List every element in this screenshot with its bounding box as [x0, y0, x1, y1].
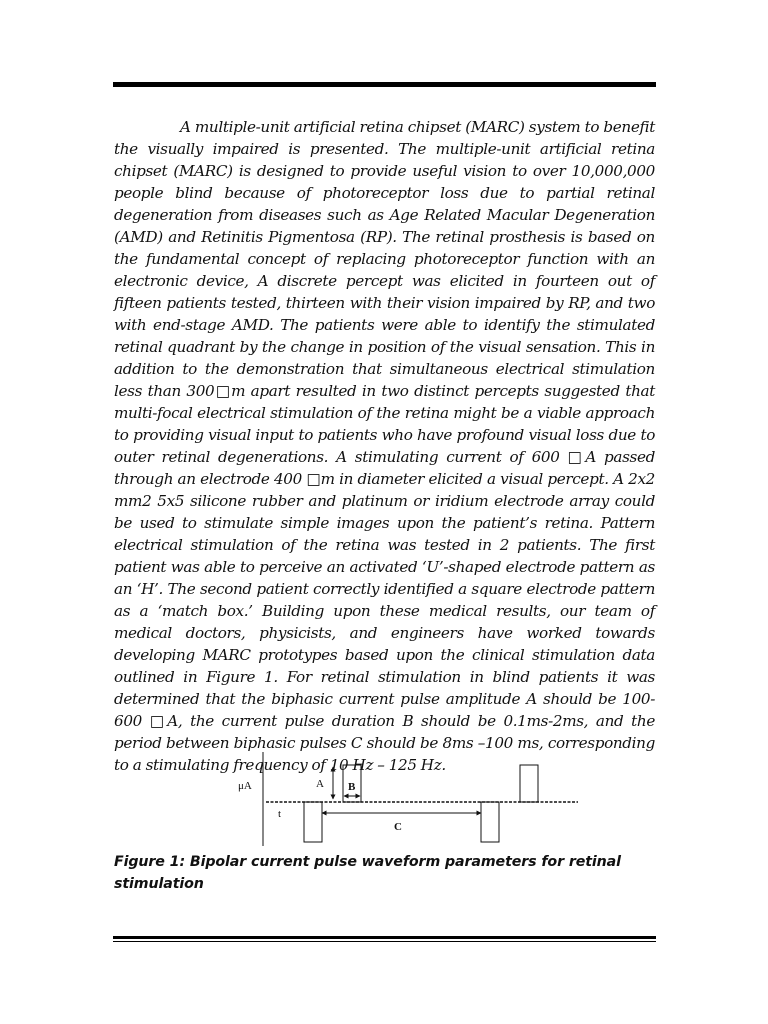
waveform-diagram [230, 750, 590, 846]
negative-pulse-2 [481, 802, 499, 842]
time-label: t [278, 808, 282, 820]
duration-label: B [348, 781, 356, 793]
bottom-rule-thick [113, 936, 656, 939]
figure-caption: Figure 1: Bipolar current pulse waveform parameters for retinal stimulation [114, 854, 621, 892]
y-axis-label: μA [238, 780, 252, 792]
bottom-rule-thin [113, 941, 656, 942]
positive-pulse-2 [520, 765, 538, 802]
waveform-figure [230, 750, 590, 846]
body-paragraph: A multiple-unit artificial retina chipset (MARC) system to benefit the visually impaired is presented. The multiple-unit artificial retina chipset (MARC) is designed to provide useful vision to over 10,000,000 people blind because of photoreceptor loss due to partial retinal degeneration from diseases such as Age Related Macular Degeneration (AMD) and Retinitis Pigmentosa (RP). The retinal prosthesis is based on the fundamental concept of replacing photoreceptor function with an electronic device, A discrete percept was elicited in fourteen out of fifteen patients tested, thirteen with their vision impaired by RP, and two with end-stage AMD. The patients were able to identify the stimulated retinal quadrant by the change in position of the visual sensation. This in addition to the demonstration that simultaneous electrical stimulation less than 300□m apart resulted in two distinct percepts suggested that multi-focal electrical stimulation of the retina might be a viable approach to providing visual input to patients who have profound visual loss due to outer retinal degenerations. A stimulating current of 600 □A passed through an electrode 400 □m in diameter elicited a visual percept. A 2x2 mm2 5x5 silicone rubber and platinum or iridium electrode array could be used to stimulate simple images upon the patient’s retina. Pattern electrical stimulation of the retina was tested in 2 patients. The first patient was able to perceive an activated ‘U’-shaped electrode pattern as an ‘H’. The second patient correctly identified a square electrode pattern as a ‘match box.’ Building upon these medical results, our team of medical doctors, physicists, and engineers have worked towards developing MARC prototypes based upon the clinical stimulation data outlined in Figure 1. For retinal stimulation in blind patients it was determined that the biphasic current pulse amplitude A should be 100-600 □A, the current pulse duration B should be 0.1ms-2ms, and the period between biphasic pulses C should be 8ms –100 ms, corresponding to a stimulating frequency of 10 Hz – 125 Hz. [114, 118, 655, 774]
period-label: C [394, 821, 402, 833]
negative-pulse-1 [304, 802, 322, 842]
amplitude-label: A [316, 778, 324, 790]
top-rule [113, 82, 656, 87]
